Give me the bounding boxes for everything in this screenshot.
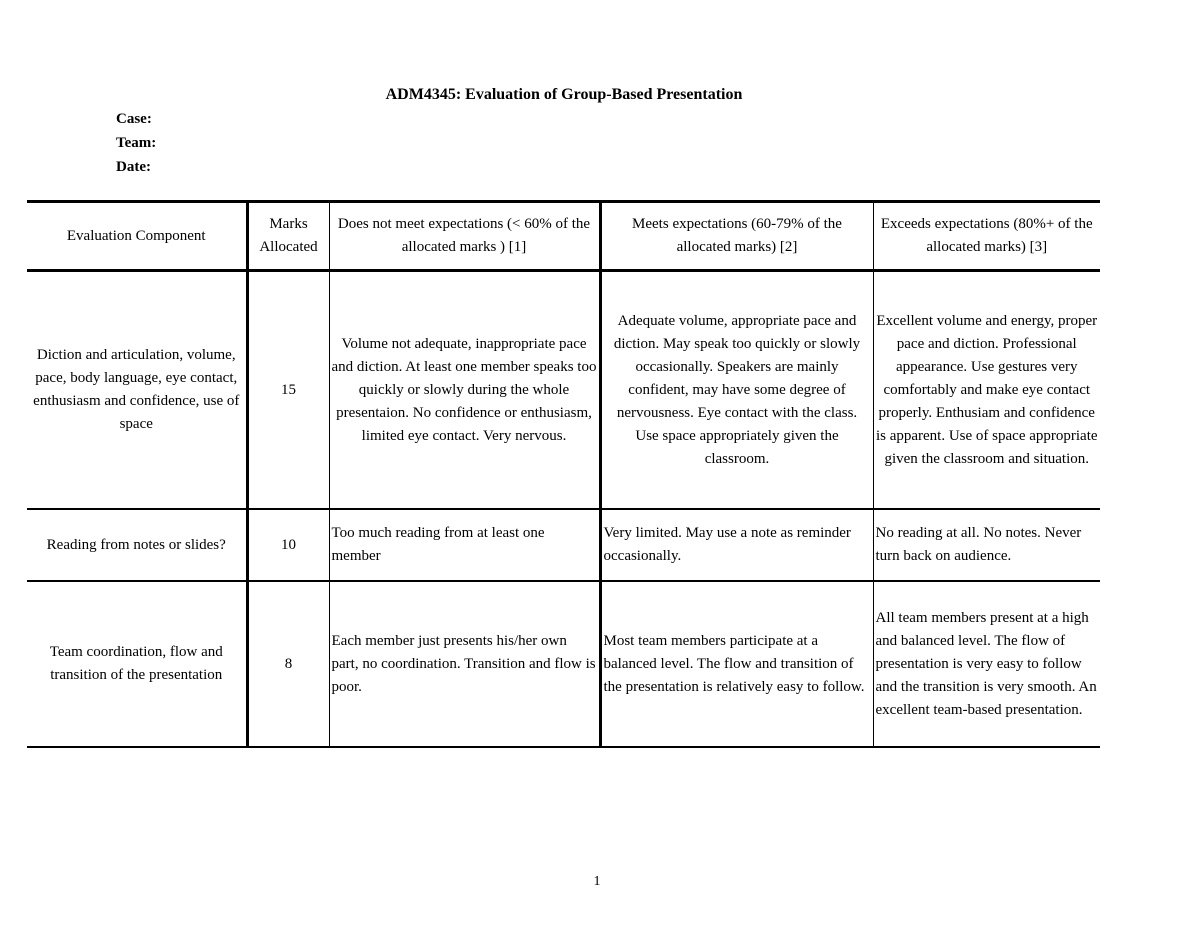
exceeds-cell: No reading at all. No notes. Never turn back on audience. — [873, 509, 1100, 581]
case-label: Case: — [116, 111, 152, 127]
does-not-meet-cell: Volume not adequate, inappropriate pace and diction. At least one member speaks too quickly or slowly during the whole presentaion. No confidence or enthusiasm, limited eye contact. Very nervous. — [329, 271, 600, 510]
evaluation-rubric-table — [27, 200, 1100, 748]
header-exceeds: Exceeds expectations (80%+ of the allocated marks) [3] — [873, 202, 1100, 271]
document-title: ADM4345: Evaluation of Group-Based Presentation — [385, 86, 743, 103]
marks-cell: 15 — [247, 271, 329, 510]
table-row — [27, 509, 1100, 581]
table-row — [27, 271, 1100, 510]
exceeds-cell: Excellent volume and energy, proper pace and diction. Professional appearance. Use gestures very comfortably and make eye contact properly. Enthusiam and confidence is apparent. Use of space appropriate given the classroom and situation. — [873, 271, 1100, 510]
exceeds-cell: All team members present at a high and balanced level. The flow of presentation is very easy to follow and the transition is very smooth. An excellent team-based presentation. — [873, 581, 1100, 747]
marks-cell: 8 — [247, 581, 329, 747]
table-row — [27, 581, 1100, 747]
header-meets: Meets expectations (60-79% of the allocated marks) [2] — [600, 202, 873, 271]
component-cell: Team coordination, flow and transition of the presentation — [27, 581, 247, 747]
meets-cell: Adequate volume, appropriate pace and diction. May speak too quickly or slowly occasionally. Speakers are mainly confident, may have some degree of nervousness. Eye contact with the class. Use space appropriately given the classroom. — [600, 271, 873, 510]
team-label: Team: — [116, 135, 157, 151]
component-cell: Reading from notes or slides? — [27, 509, 247, 581]
date-label: Date: — [116, 159, 151, 175]
does-not-meet-cell: Each member just presents his/her own part, no coordination. Transition and flow is poor. — [329, 581, 600, 747]
table-header-row — [27, 202, 1100, 271]
marks-cell: 10 — [247, 509, 329, 581]
does-not-meet-cell: Too much reading from at least one member — [329, 509, 600, 581]
header-evaluation-component: Evaluation Component — [27, 202, 247, 271]
page-number: 1 — [593, 874, 601, 889]
meets-cell: Very limited. May use a note as reminder occasionally. — [600, 509, 873, 581]
header-marks-allocated: Marks Allocated — [247, 202, 329, 271]
header-does-not-meet: Does not meet expectations (< 60% of the allocated marks ) [1] — [329, 202, 600, 271]
meets-cell: Most team members participate at a balanced level. The flow and transition of the presentation is relatively easy to follow. — [600, 581, 873, 747]
component-cell: Diction and articulation, volume, pace, body language, eye contact, enthusiasm and confidence, use of space — [27, 271, 247, 510]
